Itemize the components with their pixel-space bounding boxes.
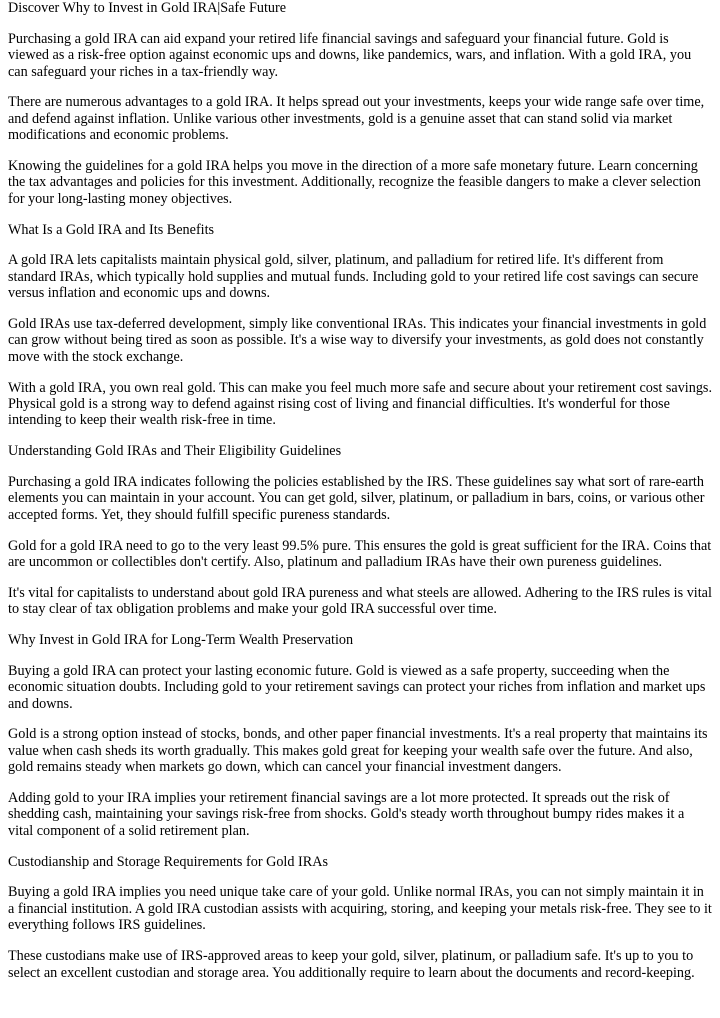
paragraph: Purchasing a gold IRA can aid expand your retired life financial savings and safeguard your financial future. Gold is viewed as a risk-free option against economic ups and downs, like pandemics, wars, and inflation. With a gold IRA, you can safeguard your riches in a tax-friendly way. xyxy=(8,30,692,80)
section-heading: Understanding Gold IRAs and Their Eligibility Guidelines xyxy=(8,443,342,460)
section-heading: What Is a Gold IRA and Its Benefits xyxy=(8,221,215,238)
paragraph: Purchasing a gold IRA indicates following the policies established by the IRS. These guidelines say what sort of rare-earth elements you can maintain in your account. You can get gold, silver, platinum, or palladium in bars, coins, or various other accepted forms. Yet, they should fulfill specific pureness standards. xyxy=(8,474,705,523)
paragraph: It's vital for capitalists to understand about gold IRA pureness and what steels are allowed. Adhering to the IRS rules is vital to stay clear of tax obligation problems and make your gold IRA successful over time. xyxy=(8,584,712,618)
paragraph: There are numerous advantages to a gold IRA. It helps spread out your investments, keeps your wide range safe over time, and defend against inflation. Unlike various other investments, gold is a genuine asset that can stand solid via market modifications and economic problems. xyxy=(8,94,705,144)
page-title: Discover Why to Invest in Gold IRA|Safe Future xyxy=(8,0,287,16)
paragraph: Gold IRAs use tax-deferred development, simply like conventional IRAs. This indicates your financial investments in gold can grow without being tired as soon as possible. It's a wise way to diversify your investments, as gold does not constantly move with the stock exchange. xyxy=(8,316,707,365)
paragraph: Buying a gold IRA can protect your lasting economic future. Gold is viewed as a safe property, succeeding when the economic situation doubts. Including gold to your retirement savings can protect your riches from inflation and market ups and downs. xyxy=(8,662,706,712)
section-heading: Why Invest in Gold IRA for Long-Term Wealth Preservation xyxy=(8,632,354,649)
paragraph: With a gold IRA, you own real gold. This can make you feel much more safe and secure about your retirement cost savings. Physical gold is a strong way to defend against rising cost of living and financial difficulties. It's wonderful for those intending to keep their wealth risk-free in time. xyxy=(8,379,713,429)
paragraph: These custodians make use of IRS-approved areas to keep your gold, silver, platinum, or palladium safe. It's up to you to select an excellent custodian and storage area. You additionally require to learn about the documents and record-keeping. xyxy=(8,948,695,981)
paragraph: Gold for a gold IRA need to go to the very least 99.5% pure. This ensures the gold is great sufficient for the IRA. Coins that are uncommon or collectibles don't certify. Also, platinum and palladium IRAs have their own pureness guidelines. xyxy=(8,537,712,571)
section-heading: Custodianship and Storage Requirements for Gold IRAs xyxy=(8,853,328,870)
paragraph: A gold IRA lets capitalists maintain physical gold, silver, platinum, and palladium for retired life. It's different from standard IRAs, which typically hold supplies and mutual funds. Including gold to your retired life cost savings can secure versus inflation and economic ups and downs. xyxy=(8,252,699,302)
paragraph: Gold is a strong option instead of stocks, bonds, and other paper financial investments. It's a real property that maintains its value when cash sheds its worth gradually. This makes gold great for keeping your wealth safe over the future. And also, gold remains steady when markets go down, which can cancel your financial investment dangers. xyxy=(8,726,708,776)
paragraph: Buying a gold IRA implies you need unique take care of your gold. Unlike normal IRAs, you can not simply maintain it in a financial institution. A gold IRA custodian assists with acquiring, storing, and keeping your metals risk-free. They see to it everything follows IRS guidelines. xyxy=(8,884,712,934)
paragraph: Adding gold to your IRA implies your retirement financial savings are a lot more protected. It spreads out the risk of shedding cash, maintaining your savings risk-free from shocks. Gold's steady worth throughout bumpy rides makes it a vital component of a solid retirement plan. xyxy=(8,790,685,839)
paragraph: Knowing the guidelines for a gold IRA helps you move in the direction of a more safe monetary future. Learn concerning the tax advantages and policies for this investment. Additionally, recognize the feasible dangers to make a clever selection for your long-lasting money objectives. xyxy=(8,158,701,207)
